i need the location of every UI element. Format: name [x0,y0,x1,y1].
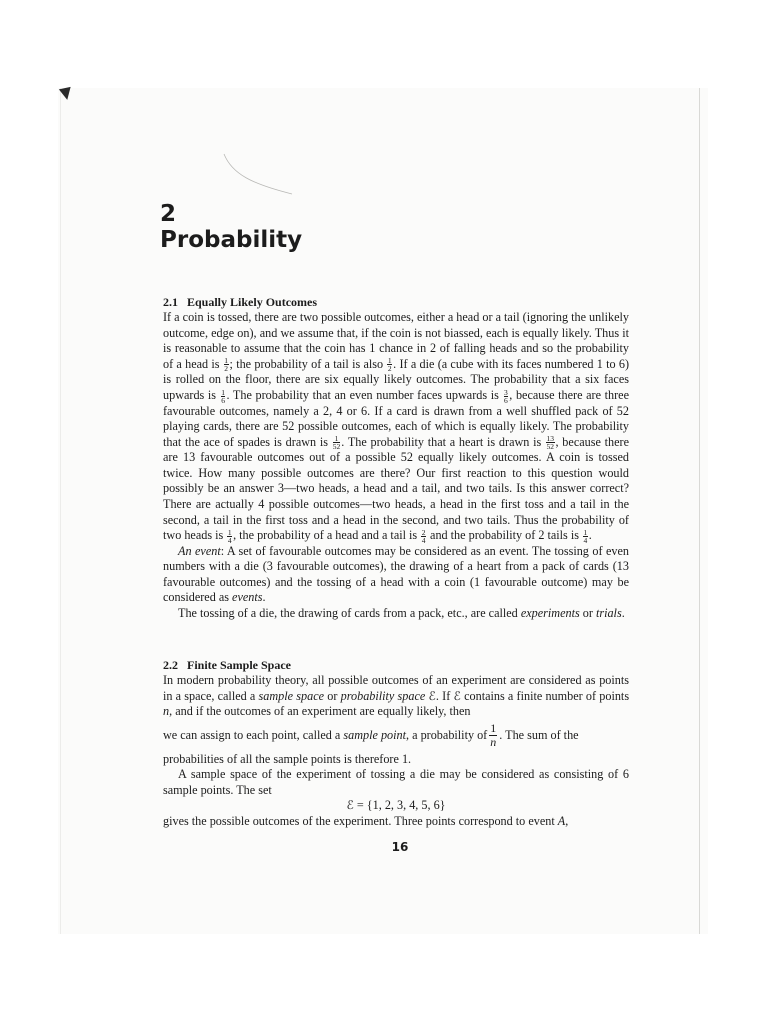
section-number: 2.1 [163,295,178,309]
paragraph-event: An event: A set of favourable outcomes may be considered as an event. The tossing of even numbers with a die (3 favourable outcomes), the drawing of a heart from a pack of cards (13 favourable outcomes) and the tossing of a head with a coin (1 favourable outcome) may be considered as events. [163,543,629,605]
page-number: 16 [391,840,409,854]
section-2-2-body [163,673,629,829]
paragraph-die-sample-space: A sample space of the experiment of tossing a die may be considered as consisting of 6 sample points. The set [163,767,629,797]
paragraph-equally-likely: If a coin is tossed, there are two possible outcomes, either a head or a tail (ignoring the unlikely outcome, edge on), and we assume that, if the coin is not biassed, each is equally likely. Thus it is reasonable to assume that the coin has 1 chance in 2 of falling heads and so the probability of a head is $\frac{1}{2}$ ; the probability of a tail is also $\frac{1}{2}$ . If a die (a cube with its faces numbered 1 to 6) is rolled on the floor, there are six equally likely outcomes. The probability that a six faces upwards is $\frac{1}{6}$ . The probability that an even number faces upwards is $\frac{3}{6}$ , because there are three favourable outcomes, namely a 2, 4 or 6. If a card is drawn from a well shuffled pack of 52 playing cards, there are 52 possible outcomes, each of which is equally likely. The probability that the ace of spades is drawn is $\frac{1}{52}$ . The probability that a heart is drawn is $\frac{13}{52}$ , because there are 13 favourable outcomes out of a possible 52 equally likely outcomes. A coin is tossed twice. How many possible outcomes are there? Our first reaction to this question would possibly be an answer 3—two heads, a head and a tail, and two tails. Is this answer correct? There are actually 4 possible outcomes—two heads, a head in the first toss and a tail in the second, a tail in the first toss and a head in the second, and two tails. Thus the probability of two heads is $\frac{1}{4}$ , the probability of a head and a tail is $\frac{2}{4}$ and the probability of 2 tails is $\frac{1}{4}$ . [163,310,630,545]
paragraph-sum-probabilities: probabilities of all the sample points is therefore 1. [163,751,412,766]
section-heading-2-1 [163,295,317,310]
paragraph-outcomes: gives the possible outcomes of the experiment. Three points correspond to event A, [163,813,569,828]
fraction: $\frac{1}{52}$ [332,434,341,452]
section-2-1-body [163,310,629,622]
fraction: $\frac{1}{4}$ [583,527,588,545]
paragraph-trials: The tossing of a die, the drawing of cards from a pack, etc., are called experiments or trials. [178,606,625,621]
page-right-edge [699,88,700,934]
pencil-scratch-mark [222,152,302,202]
chapter-title: Probability [160,227,303,253]
paragraph-sample-space: In modern probability theory, all possible outcomes of an experiment are considered as points in a space, called a sample space or probability space ℰ. If ℰ contains a finite number of points n, and if the outcomes of an experiment are equally likely, then [163,673,630,719]
fraction: $\frac{3}{6}$ [504,387,508,405]
fraction: $\frac{1}{2}$ [387,356,392,374]
corner-fold-mark [59,87,73,101]
section-heading-2-2 [163,658,291,673]
section-title: Equally Likely Outcomes [187,295,318,309]
section-number: 2.2 [163,658,178,672]
fraction: $\frac{2}{4}$ [421,527,426,545]
section-title: Finite Sample Space [187,658,291,672]
fraction: $\frac{1}{4}$ [227,527,232,545]
fraction: $\frac{1}{2}$ [224,356,229,374]
sample-point-probability-line: we can assign to each point, called a sample point , a probability of $\frac{1}{n}$ . The sum of the [163,721,579,750]
page-left-edge [60,88,61,934]
chapter-number: 2 [160,201,177,227]
set-equation: ℰ = {1, 2, 3, 4, 5, 6} [346,798,446,813]
fraction-one-over-n: $\frac{1}{n}$ [490,721,497,750]
fraction: $\frac{13}{52}$ [546,434,555,452]
fraction: $\frac{1}{6}$ [221,387,225,405]
